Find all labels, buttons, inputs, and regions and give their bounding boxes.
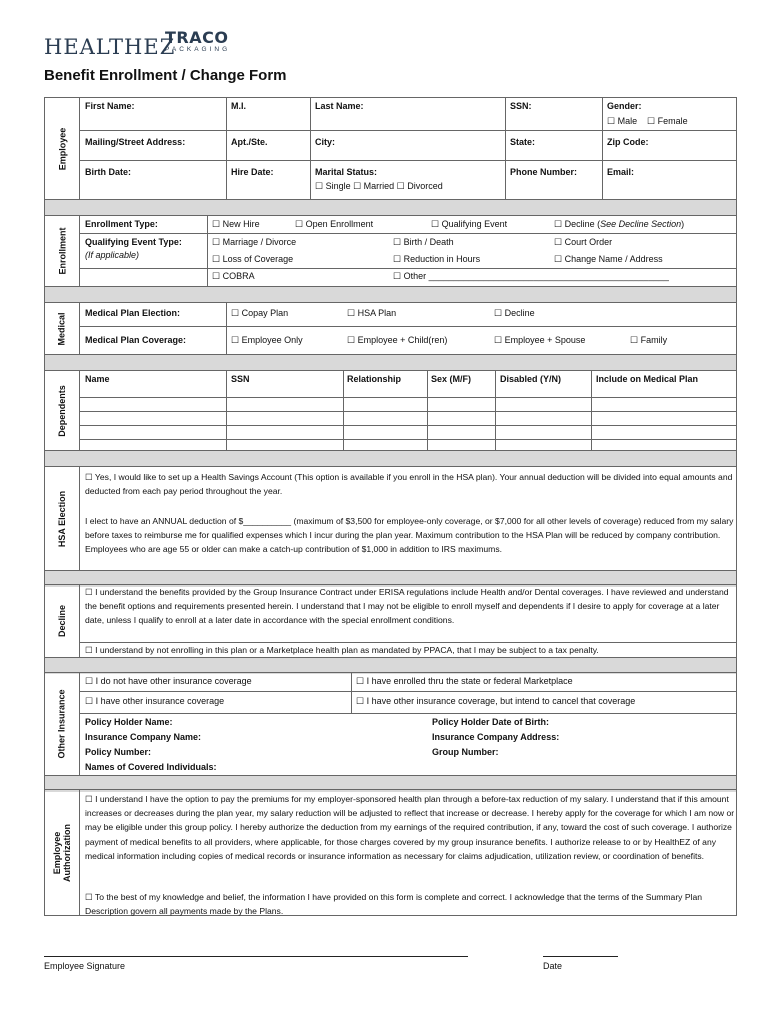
section-divider xyxy=(44,287,737,303)
birth-death-checkbox[interactable]: ☐ Birth / Death xyxy=(393,237,454,247)
court-order-checkbox[interactable]: ☐ Court Order xyxy=(554,237,613,247)
dependent-sex-header: Sex (M/F) xyxy=(431,374,472,384)
marriage-divorce-checkbox[interactable]: ☐ Marriage / Divorce xyxy=(212,237,297,247)
birth-date-field[interactable]: Birth Date: xyxy=(85,167,132,177)
marital-status-label: Marital Status: xyxy=(315,167,378,177)
policy-holder-name-field[interactable]: Policy Holder Name: xyxy=(85,717,173,727)
gender-male-checkbox[interactable]: ☐ Male xyxy=(607,116,638,126)
section-divider xyxy=(44,355,737,371)
medical-plan-coverage-label: Medical Plan Coverage: xyxy=(85,335,187,345)
mi-field[interactable]: M.I. xyxy=(231,101,246,111)
loss-of-coverage-checkbox[interactable]: ☐ Loss of Coverage xyxy=(212,254,294,264)
last-name-field[interactable]: Last Name: xyxy=(315,101,364,111)
section-divider xyxy=(44,451,737,467)
hsa-plan-checkbox[interactable]: ☐ HSA Plan xyxy=(347,308,397,318)
mailing-address-field[interactable]: Mailing/Street Address: xyxy=(85,137,186,147)
employee-signature-line[interactable] xyxy=(44,956,468,957)
dependents-side-label: Dependents xyxy=(45,371,80,450)
gender-female-checkbox[interactable]: ☐ Female xyxy=(647,116,688,126)
traco-logo-subtext: PACKAGING xyxy=(165,46,231,53)
new-hire-checkbox[interactable]: ☐ New Hire xyxy=(212,219,260,229)
authorization-section xyxy=(44,789,737,916)
group-number-field[interactable]: Group Number: xyxy=(432,747,499,757)
dependent-disabled-header: Disabled (Y/N) xyxy=(500,374,562,384)
open-enrollment-checkbox[interactable]: ☐ Open Enrollment xyxy=(295,219,374,229)
medical-plan-election-label: Medical Plan Election: xyxy=(85,308,181,318)
phone-field[interactable]: Phone Number: xyxy=(510,167,578,177)
medical-section xyxy=(44,302,737,355)
change-name-address-checkbox[interactable]: ☐ Change Name / Address xyxy=(554,254,663,264)
marketplace-checkbox[interactable]: ☐ I have enrolled thru the state or federal Marketplace xyxy=(356,676,573,686)
enrollment-side-label: Enrollment xyxy=(45,216,80,286)
enrollment-type-label: Enrollment Type: xyxy=(85,219,158,229)
traco-logo-text: TRACO xyxy=(165,28,229,47)
decline-acknowledgement-checkbox[interactable]: ☐ I understand the benefits provided by the Group Insurance Contract under ERISA regulations include Health and/or Dental coverages. I have reviewed and understand the benefit options and requirements presented herein. I understand that I may not be eligible to enroll myself and dependents if I desire to apply for coverage at a later date, unless I qualify to enroll at a later date in accordance with the special enrollment conditions. xyxy=(85,587,729,626)
insurance-company-name-field[interactable]: Insurance Company Name: xyxy=(85,732,202,742)
employee-side-label: Employee xyxy=(45,98,80,199)
first-name-field[interactable]: First Name: xyxy=(85,101,135,111)
copay-plan-checkbox[interactable]: ☐ Copay Plan xyxy=(231,308,289,318)
if-applicable-note: (If applicable) xyxy=(85,250,140,260)
qualifying-event-checkbox[interactable]: ☐ Qualifying Event xyxy=(431,219,508,229)
city-field[interactable]: City: xyxy=(315,137,335,147)
reduction-in-hours-checkbox[interactable]: ☐ Reduction in Hours xyxy=(393,254,481,264)
state-field[interactable]: State: xyxy=(510,137,536,147)
medical-side-label: Medical xyxy=(45,303,80,354)
traco-logo xyxy=(165,29,241,53)
decline-section xyxy=(44,584,737,658)
family-checkbox[interactable]: ☐ Family xyxy=(630,335,668,345)
healthez-logo: HEALTHEZ xyxy=(44,35,176,59)
other-insurance-side-label: Other Insurance xyxy=(45,673,80,775)
ssn-field[interactable]: SSN: xyxy=(510,101,532,111)
dependent-include-header: Include on Medical Plan xyxy=(596,374,699,384)
hsa-section xyxy=(44,466,737,571)
premium-authorization-checkbox[interactable]: ☐ I understand I have the option to pay the premiums for my employer-sponsored health plan through a before-tax reduction of my salary. I understand that if this amount increases or decreases during the plan year, my salary reduction will be adjusted to reflect that increase or decrease. I hereby apply for the coverage for which I am now or may be eligible under this group policy. I hereby authorize the deduction from my earnings of the required contribution, if any, toward the cost of such coverage. I authorize payment of medical benefits to all providers, where applicable, for those charges covered by my group insurance benefits. I authorize release to or by HealthEZ of any medical information including copies of medical records or insurance information as necessary for claims adjudication, utilization review, or coordination of benefits. xyxy=(85,794,735,861)
decline-checkbox[interactable]: ☐ Decline (See Decline Section) xyxy=(554,219,685,229)
date-line[interactable] xyxy=(543,956,618,957)
dependent-relationship-header: Relationship xyxy=(347,374,402,384)
medical-decline-checkbox[interactable]: ☐ Decline xyxy=(494,308,535,318)
have-other-insurance-checkbox[interactable]: ☐ I have other insurance coverage xyxy=(85,696,225,706)
dependents-section xyxy=(44,370,737,451)
insurance-company-address-field[interactable]: Insurance Company Address: xyxy=(432,732,560,742)
cobra-checkbox[interactable]: ☐ COBRA xyxy=(212,271,255,281)
intend-to-cancel-checkbox[interactable]: ☐ I have other insurance coverage, but intend to cancel that coverage xyxy=(356,696,636,706)
hsa-opt-in-checkbox[interactable]: ☐ Yes, I would like to set up a Health Savings Account (This option is available if you enroll in the HSA plan). Your annual deduction will be divided into equal amounts and deducted from each pay period throughout the year. xyxy=(85,472,733,497)
marital-status-options[interactable]: ☐ Single ☐ Married ☐ Divorced xyxy=(315,181,443,191)
qualifying-event-type-label: Qualifying Event Type: xyxy=(85,237,182,247)
employee-spouse-checkbox[interactable]: ☐ Employee + Spouse xyxy=(494,335,586,345)
apt-field[interactable]: Apt./Ste. xyxy=(231,137,268,147)
enrollment-section xyxy=(44,215,737,287)
hsa-side-label: HSA Election xyxy=(45,467,80,570)
email-field[interactable]: Email: xyxy=(607,167,635,177)
dependent-name-header: Name xyxy=(85,374,110,384)
information-accuracy-checkbox[interactable]: ☐ To the best of my knowledge and belief, the information I have provided on this form is complete and correct. I acknowledge that the terms of the Summary Plan Description govern all payments made by the Plans. xyxy=(85,892,703,917)
section-divider xyxy=(44,200,737,216)
employee-children-checkbox[interactable]: ☐ Employee + Child(ren) xyxy=(347,335,448,345)
gender-label: Gender: xyxy=(607,101,642,111)
no-other-insurance-checkbox[interactable]: ☐ I do not have other insurance coverage xyxy=(85,676,252,686)
other-insurance-section xyxy=(44,672,737,776)
zip-field[interactable]: Zip Code: xyxy=(607,137,649,147)
date-label: Date xyxy=(543,961,563,971)
tax-penalty-checkbox[interactable]: ☐ I understand by not enrolling in this plan or a Marketplace health plan as mandated by PPACA, that I may be subject to a tax penalty. xyxy=(85,645,599,655)
form-title: Benefit Enrollment / Change Form xyxy=(44,67,287,84)
hsa-annual-deduction-text: I elect to have an ANNUAL deduction of $__________ (maximum of $3,500 for employee-only coverage, or $7,000 for all other levels of coverage) reduced from my salary before taxes to reimburse me for qualified expenses which I incur during the plan year. Maximum contribution to the HSA Plan will be reduced by company contribution. Employees who are age 55 or older can make a catch-up contribution of $1,000 in addition to IRS maximums. xyxy=(85,516,734,555)
dependent-ssn-header: SSN xyxy=(231,374,250,384)
employee-section xyxy=(44,97,737,200)
employee-signature-label: Employee Signature xyxy=(44,961,126,971)
employee-only-checkbox[interactable]: ☐ Employee Only xyxy=(231,335,303,345)
other-checkbox[interactable]: ☐ Other ________________________________________________ xyxy=(393,271,669,281)
covered-individuals-field[interactable]: Names of Covered Individuals: xyxy=(85,762,217,772)
policy-holder-dob-field[interactable]: Policy Holder Date of Birth: xyxy=(432,717,550,727)
hire-date-field[interactable]: Hire Date: xyxy=(231,167,274,177)
authorization-side-label: Employee Authorization xyxy=(45,790,80,915)
policy-number-field[interactable]: Policy Number: xyxy=(85,747,152,757)
decline-side-label: Decline xyxy=(45,585,80,657)
